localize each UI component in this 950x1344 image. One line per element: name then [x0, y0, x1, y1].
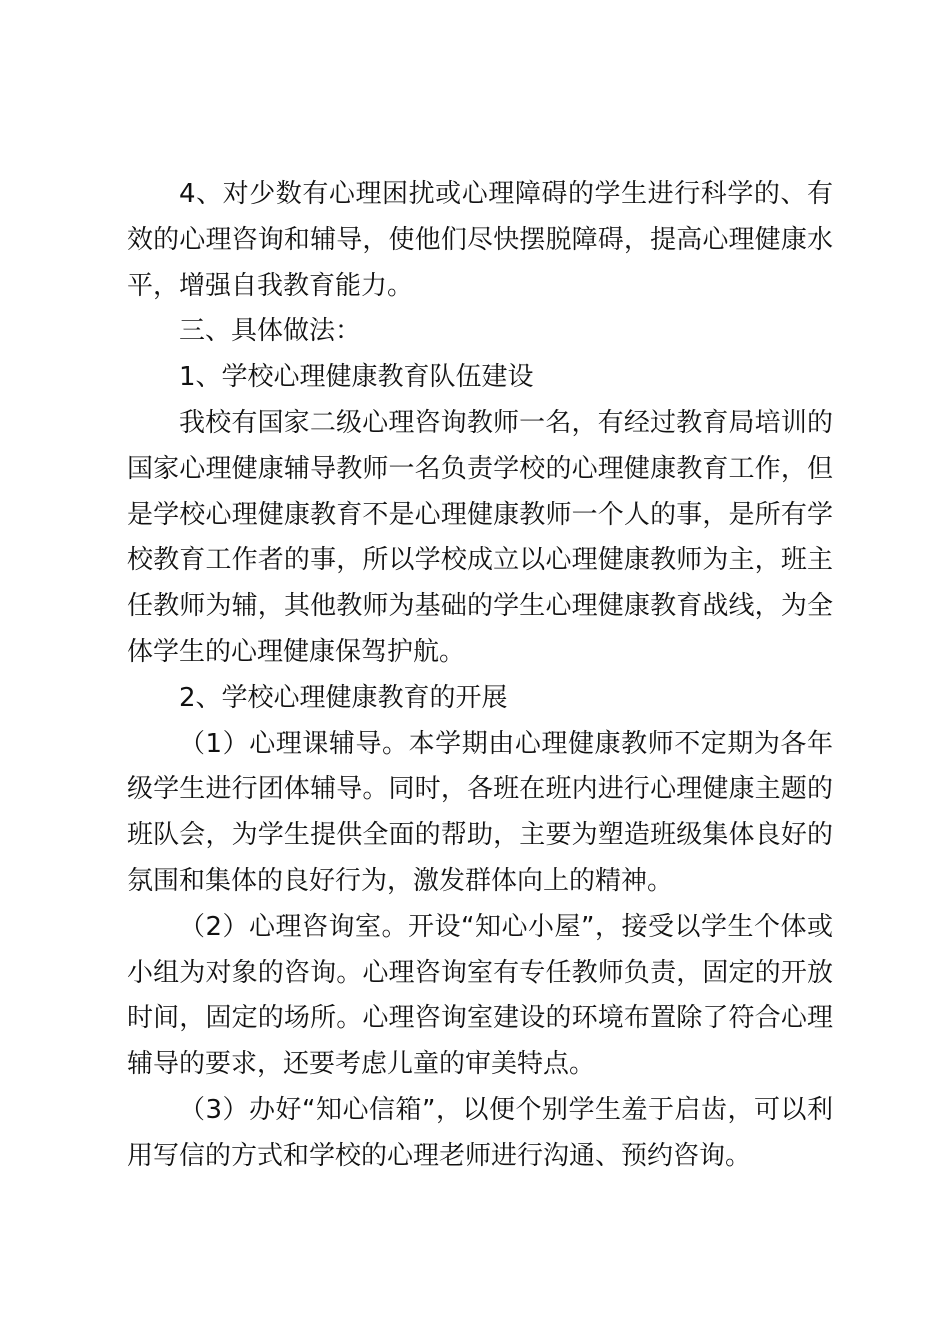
document-body — [127, 172, 833, 1180]
paragraph-goal-4: 4、对少数有心理困扰或心理障碍的学生进行科学的、有效的心理咨询和辅导，使他们尽快摆脱障碍，提高心理健康水平，增强自我教育能力。 — [127, 179, 833, 301]
paragraph-counseling-room: （2）心理咨询室。开设“知心小屋”，接受以学生个体或小组为对象的咨询。心理咨询室有专任教师负责，固定的开放时间，固定的场所。心理咨询室建设的环境布置除了符合心理辅导的要求，还要考虑儿童的审美特点。 — [127, 911, 833, 1080]
paragraph-team-building: 我校有国家二级心理咨询教师一名，有经过教育局培训的国家心理健康辅导教师一名负责学校的心理健康教育工作，但是学校心理健康教育不是心理健康教师一个人的事，是所有学校教育工作者的事，所以学校成立以心理健康教师为主，班主任教师为辅，其他教师为基础的学生心理健康教育战线，为全体学生的心理健康保驾护航。 — [127, 407, 833, 667]
paragraph-mailbox: （3）办好“知心信箱”，以便个别学生羞于启齿，可以利用写信的方式和学校的心理老师进行沟通、预约咨询。 — [127, 1094, 833, 1171]
subheading-team-building: 1、学校心理健康教育队伍建设 — [179, 362, 534, 393]
subheading-education-development: 2、学校心理健康教育的开展 — [179, 682, 508, 713]
section-heading-methods: 三、具体做法： — [179, 316, 362, 347]
paragraph-counseling-class: （1）心理课辅导。本学期由心理健康教师不定期为各年级学生进行团体辅导。同时，各班在班内进行心理健康主题的班队会，为学生提供全面的帮助，主要为塑造班级集体良好的氛围和集体的良好行为，激发群体向上的精神。 — [127, 728, 833, 896]
